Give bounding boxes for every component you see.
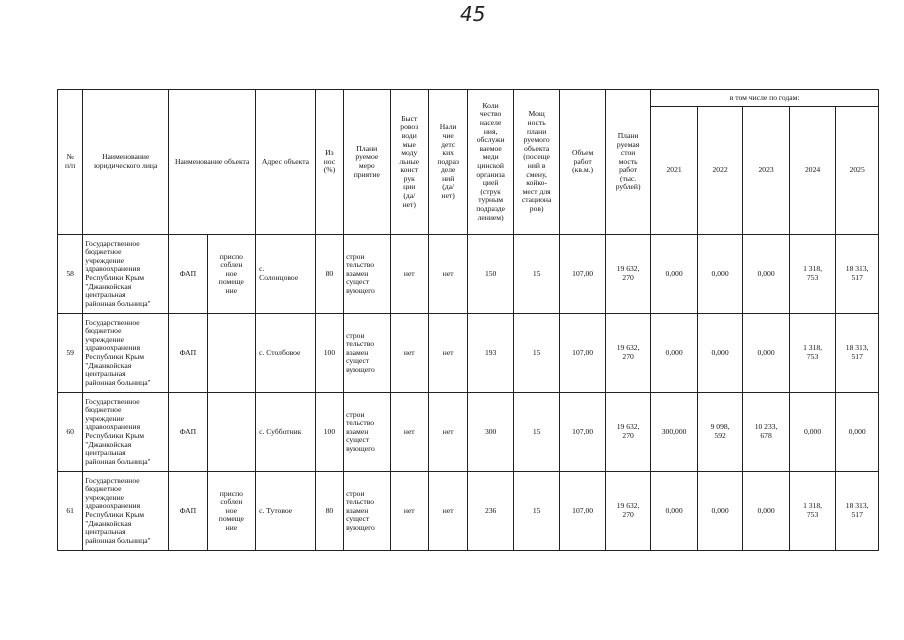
cell-cost: 19 632, 270 [605, 472, 650, 551]
header-address: Адрес объекта [256, 90, 316, 235]
cell-volume: 107,00 [560, 235, 605, 314]
cell-quick-modules: нет [390, 472, 428, 551]
cell-planned-measure: строи тельство взамен сущест вующего [344, 472, 391, 551]
cell-object-type: ФАП [169, 314, 207, 393]
table-row [58, 472, 879, 551]
cell-year-2025: 0,000 [836, 393, 879, 472]
cell-year-2023: 0,000 [743, 472, 790, 551]
cell-wear: 80 [315, 235, 343, 314]
cell-year-2025: 18 313, 517 [836, 314, 879, 393]
header-year-2023: 2023 [743, 107, 790, 235]
cell-projects: нет [428, 393, 467, 472]
cell-address: с. Тутовое [256, 472, 316, 551]
cell-quick-modules: нет [390, 314, 428, 393]
cell-legal-name: Государственное бюджетное учреждение здравоохранения Республики Крым "Джанкойская центральная районная больница" [83, 235, 169, 314]
cell-cost: 19 632, 270 [605, 235, 650, 314]
cell-year-2022: 0,000 [697, 314, 742, 393]
header-population: Коли чество населе ния, обслужи ваемое меди цинской организа цией (струк турным подразде лением) [468, 90, 513, 235]
cell-capacity: 15 [513, 393, 560, 472]
cell-legal-name: Государственное бюджетное учреждение здравоохранения Республики Крым "Джанкойская центральная районная больница" [83, 314, 169, 393]
header-volume: Объем работ (кв.м.) [560, 90, 605, 235]
table-row [58, 235, 879, 314]
header-cost: Плани руемая стои мость работ (тыс. рублей) [605, 90, 650, 235]
cell-year-2023: 10 233, 678 [743, 393, 790, 472]
cell-cost: 19 632, 270 [605, 393, 650, 472]
cell-legal-name: Государственное бюджетное учреждение здравоохранения Республики Крым "Джанкойская центральная районная больница" [83, 393, 169, 472]
cell-population: 193 [468, 314, 513, 393]
cell-planned-measure: строи тельство взамен сущест вующего [344, 393, 391, 472]
cell-cost: 19 632, 270 [605, 314, 650, 393]
cell-object-type: ФАП [169, 235, 207, 314]
header-capacity: Мощ ность плани руемого объекта (посеще ний в смену, койко- мест для стациона ров) [513, 90, 560, 235]
cell-volume: 107,00 [560, 314, 605, 393]
cell-legal-name: Государственное бюджетное учреждение здравоохранения Республики Крым "Джанкойская центральная районная больница" [83, 472, 169, 551]
cell-capacity: 15 [513, 472, 560, 551]
cell-year-2021: 0,000 [651, 235, 698, 314]
cell-year-2023: 0,000 [743, 314, 790, 393]
header-quick-modules: Быст ровоз води мые моду льные конст рук ции (да/ нет) [390, 90, 428, 235]
cell-wear: 100 [315, 314, 343, 393]
cell-object-detail: приспо соблен ное помеще ние [207, 472, 256, 551]
cell-year-2024: 0,000 [789, 393, 836, 472]
cell-quick-modules: нет [390, 235, 428, 314]
cell-object-detail [207, 393, 256, 472]
cell-year-2022: 0,000 [697, 235, 742, 314]
cell-projects: нет [428, 314, 467, 393]
cell-planned-measure: строи тельство взамен сущест вующего [344, 314, 391, 393]
cell-num: 60 [58, 393, 83, 472]
cell-projects: нет [428, 472, 467, 551]
cell-year-2021: 0,000 [651, 472, 698, 551]
cell-year-2023: 0,000 [743, 235, 790, 314]
page-number: 45 [460, 2, 486, 26]
header-year-2021: 2021 [651, 107, 698, 235]
cell-num: 61 [58, 472, 83, 551]
cell-year-2021: 300,000 [651, 393, 698, 472]
cell-year-2022: 0,000 [697, 472, 742, 551]
cell-population: 300 [468, 393, 513, 472]
cell-year-2022: 9 098, 592 [697, 393, 742, 472]
header-legal-name: Наименование юридического лица [83, 90, 169, 235]
cell-wear: 100 [315, 393, 343, 472]
table-row [58, 393, 879, 472]
cell-address: с. Столбовое [256, 314, 316, 393]
facilities-table [57, 89, 879, 551]
cell-object-type: ФАП [169, 472, 207, 551]
cell-address: с. Солонцовое [256, 235, 316, 314]
cell-population: 150 [468, 235, 513, 314]
cell-quick-modules: нет [390, 393, 428, 472]
header-year-2024: 2024 [789, 107, 836, 235]
cell-year-2024: 1 318, 753 [789, 314, 836, 393]
header-year-2022: 2022 [697, 107, 742, 235]
cell-planned-measure: строи тельство взамен сущест вующего [344, 235, 391, 314]
header-wear: Из нос (%) [315, 90, 343, 235]
header-row-top [58, 90, 879, 107]
cell-volume: 107,00 [560, 393, 605, 472]
cell-capacity: 15 [513, 235, 560, 314]
cell-capacity: 15 [513, 314, 560, 393]
header-projects: Нали чие детс ких подраз деле ний (да/ нет) [428, 90, 467, 235]
cell-object-detail [207, 314, 256, 393]
cell-year-2024: 1 318, 753 [789, 472, 836, 551]
cell-year-2025: 18 313, 517 [836, 472, 879, 551]
cell-num: 58 [58, 235, 83, 314]
cell-object-detail: приспо соблен ное помеще ние [207, 235, 256, 314]
header-year-2025: 2025 [836, 107, 879, 235]
header-by-years: в том числе по годам: [651, 90, 879, 107]
cell-volume: 107,00 [560, 472, 605, 551]
cell-address: с. Субботник [256, 393, 316, 472]
header-object-name: Наименование объекта [169, 90, 256, 235]
cell-object-type: ФАП [169, 393, 207, 472]
header-num: № п/п [58, 90, 83, 235]
cell-projects: нет [428, 235, 467, 314]
cell-population: 236 [468, 472, 513, 551]
cell-wear: 80 [315, 472, 343, 551]
table-row [58, 314, 879, 393]
cell-year-2024: 1 318, 753 [789, 235, 836, 314]
cell-year-2021: 0,000 [651, 314, 698, 393]
header-planned-measure: Плани руемое меро приятие [344, 90, 391, 235]
cell-num: 59 [58, 314, 83, 393]
cell-year-2025: 18 313, 517 [836, 235, 879, 314]
